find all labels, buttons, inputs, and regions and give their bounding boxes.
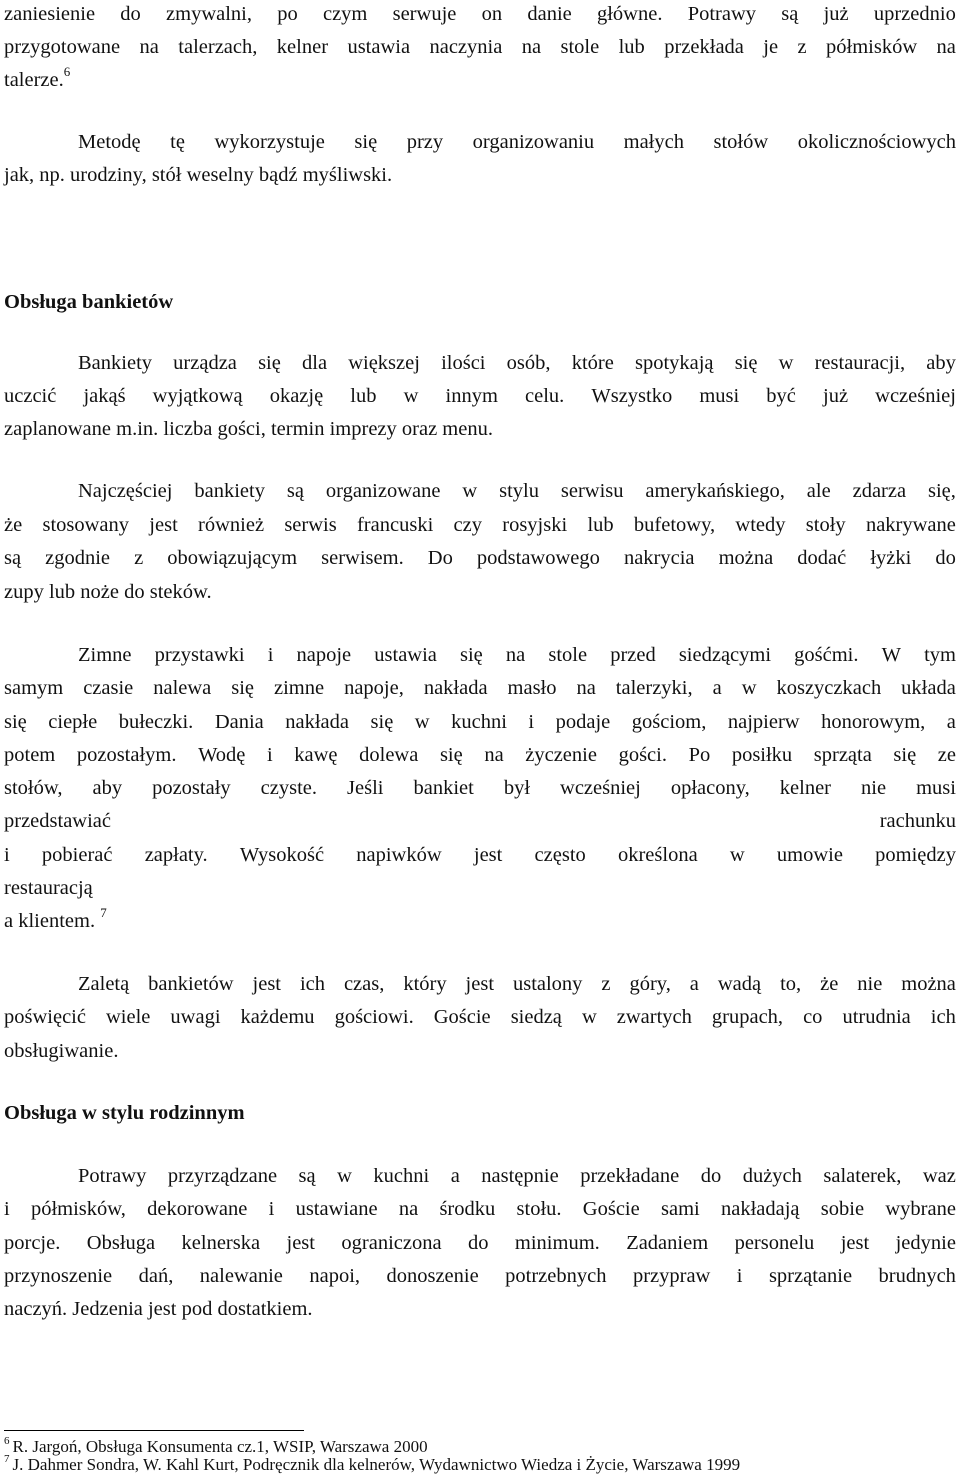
word: na (484, 744, 504, 766)
word: koszyczkach (776, 677, 882, 699)
word: przekłada (664, 36, 744, 58)
word: posiłku (731, 744, 793, 766)
word: zaniesienie (4, 3, 96, 25)
word: czasie (83, 677, 134, 699)
word: on (481, 3, 503, 25)
word: uczcić (4, 385, 57, 407)
word: bankiet (413, 777, 474, 799)
text-line (4, 676, 956, 700)
text-span: talerze. (4, 69, 64, 91)
word: i (4, 844, 10, 866)
word: sobie (820, 1198, 865, 1220)
word: w (741, 677, 757, 699)
text-line (4, 1005, 956, 1029)
text-line (4, 1197, 956, 1221)
word: w (403, 385, 419, 407)
text-line (4, 776, 956, 800)
word: gościowi. (334, 1006, 414, 1028)
word: przy (406, 131, 444, 153)
word: ze (937, 744, 956, 766)
word: są (298, 1165, 316, 1187)
word: Potrawy (78, 1165, 147, 1187)
word: każdemu (240, 1006, 315, 1028)
word: czym (322, 3, 368, 25)
word: honorowym, (821, 711, 926, 733)
word: ustawia (374, 644, 437, 666)
word: pobierać (41, 844, 113, 866)
word: ustalony (512, 973, 583, 995)
text-line (4, 710, 956, 734)
word: na (576, 677, 596, 699)
word: można (901, 973, 956, 995)
word: się (734, 352, 758, 374)
word: na (936, 36, 956, 58)
word: tym (924, 644, 956, 666)
word: półmisków, (30, 1198, 126, 1220)
word: Goście (582, 1198, 640, 1220)
word: porcje. (4, 1232, 61, 1254)
word: zdarza (852, 480, 907, 502)
word: można (718, 547, 774, 569)
footnote-ref-6[interactable]: 6 (63, 64, 71, 80)
text-line (4, 743, 956, 767)
word: łyżki (870, 547, 912, 569)
word: sprząta (813, 744, 872, 766)
word: francuski (356, 514, 434, 536)
word: obowiązującym (167, 547, 298, 569)
word: Najczęściej (78, 480, 173, 502)
word: nie (861, 777, 887, 799)
text-line (4, 809, 956, 833)
word: Zadaniem (626, 1232, 709, 1254)
word: ich (299, 973, 325, 995)
word: wyjątkową (152, 385, 243, 407)
word: się (370, 711, 394, 733)
word: napiwków (356, 844, 442, 866)
word: być (766, 385, 796, 407)
word: siedzącymi (678, 644, 772, 666)
word: się (354, 131, 378, 153)
word: że (820, 973, 839, 995)
word: salaterek, (823, 1165, 902, 1187)
word: i (736, 1265, 743, 1287)
word: rosyjski (502, 514, 568, 536)
word: tę (170, 131, 185, 153)
word: dekorowane (147, 1198, 248, 1220)
word: na (139, 36, 159, 58)
word: następnie (481, 1165, 559, 1187)
word: innym (445, 385, 498, 407)
word: serwuje (392, 3, 457, 25)
word: wybrane (885, 1198, 956, 1220)
word: większej (348, 352, 420, 374)
word: stołu. (516, 1198, 562, 1220)
word: musi (699, 385, 740, 407)
word: się, (928, 480, 956, 502)
word: a (450, 1165, 460, 1187)
word: serwis (284, 514, 337, 536)
word: i (268, 1198, 275, 1220)
word: celu. (525, 385, 565, 407)
word: gośćmi. (794, 644, 859, 666)
word: przyrządzane (167, 1165, 278, 1187)
word: układa (901, 677, 956, 699)
word: bankietów (148, 973, 234, 995)
word: kelnerska (181, 1232, 261, 1254)
word: bankiety (194, 480, 265, 502)
word: opłacony, (670, 777, 750, 799)
word: gości. (618, 744, 667, 766)
word: określona (617, 844, 698, 866)
word: bułeczki. (118, 711, 194, 733)
text-line (4, 1264, 956, 1288)
word: utrudnia (842, 1006, 911, 1028)
text-line: zupy lub noże do steków. (4, 581, 212, 603)
word: w (462, 480, 478, 502)
word: i (266, 744, 273, 766)
footnote-7 (4, 1455, 740, 1475)
word: Metodę (78, 131, 141, 153)
word: czas, (343, 973, 385, 995)
word: stole (560, 36, 600, 58)
word: nie (857, 973, 883, 995)
word: stole (548, 644, 588, 666)
word: zwartych (616, 1006, 692, 1028)
word: do (935, 547, 956, 569)
word: Zimne (78, 644, 132, 666)
word: wcześniej (560, 777, 641, 799)
word: wtedy (735, 514, 786, 536)
word: restauracji, (814, 352, 906, 374)
word: po (277, 3, 298, 25)
word: ich (930, 1006, 956, 1028)
word: już (823, 385, 849, 407)
word: wcześniej (875, 385, 956, 407)
word: stosowany (42, 514, 130, 536)
word: się (460, 644, 483, 666)
text-line: naczyń. Jedzenia jest pod dostatkiem. (4, 1298, 313, 1320)
word: samym (4, 677, 64, 699)
word: ograniczona (341, 1232, 442, 1254)
word: zimne (274, 677, 325, 699)
word: również (198, 514, 265, 536)
word: często (534, 844, 586, 866)
word: półmisków (826, 36, 918, 58)
text-span: rachunku (879, 810, 956, 832)
word: napoje, (344, 677, 404, 699)
text-line (78, 479, 956, 503)
word: grupach, (711, 1006, 784, 1028)
word: potrzebnych (505, 1265, 607, 1287)
word: środku (439, 1198, 496, 1220)
word: dolewa (359, 744, 419, 766)
word: organizowaniu (472, 131, 595, 153)
word: waz (922, 1165, 956, 1187)
word: stoły (805, 514, 846, 536)
word: lub (350, 385, 377, 407)
word: kawę (294, 744, 338, 766)
text-line (78, 643, 956, 667)
word: wiele (106, 1006, 151, 1028)
word: przygotowane (4, 36, 121, 58)
word: jest (840, 1232, 870, 1254)
text-line: jak, np. urodziny, stół weselny bądź myśliwski. (4, 164, 393, 186)
text-line (4, 2, 956, 26)
word: się (439, 744, 463, 766)
word: musi (916, 777, 956, 799)
word: Wysokość (239, 844, 325, 866)
word: napoje (296, 644, 352, 666)
word: czyste. (260, 777, 318, 799)
word: umowie (776, 844, 843, 866)
text-line (4, 546, 956, 570)
word: amerykańskiego, (645, 480, 785, 502)
word: jest (465, 973, 495, 995)
word: Zaletą (78, 973, 130, 995)
word: Wszystko (591, 385, 673, 407)
section-heading: Obsługa w stylu rodzinnym (4, 1102, 245, 1124)
text-line (4, 35, 956, 59)
text-line: obsługiwanie. (4, 1040, 119, 1062)
text-line (78, 130, 956, 154)
word: bufetowy, (633, 514, 716, 536)
text-span: przedstawiać (4, 810, 111, 832)
text-line (4, 64, 956, 92)
word: ustawia (347, 36, 411, 58)
word: w (729, 844, 745, 866)
word: się (231, 677, 255, 699)
word: Do (427, 547, 453, 569)
word: wykorzystuje (214, 131, 325, 153)
word: dań, (138, 1265, 174, 1287)
word: kuchni (373, 1165, 430, 1187)
word: do (467, 1232, 489, 1254)
word: życzenie (525, 744, 597, 766)
word: w (414, 711, 430, 733)
word: dużych (742, 1165, 802, 1187)
text-line (78, 972, 956, 996)
word: Bankiety (78, 352, 153, 374)
word: był (503, 777, 531, 799)
text-line (4, 1231, 956, 1255)
word: poświęcić (4, 1006, 86, 1028)
word: stołów (713, 131, 769, 153)
word: przypraw (632, 1265, 711, 1287)
word: sami (661, 1198, 700, 1220)
word: które (571, 352, 614, 374)
word: nakrywane (865, 514, 956, 536)
word: jest (252, 973, 281, 995)
section-heading: Obsługa bankietów (4, 291, 174, 313)
word: jedynie (895, 1232, 956, 1254)
word: w (581, 1006, 597, 1028)
word: okolicznościowych (797, 131, 956, 153)
word: do (700, 1165, 722, 1187)
word: przynoszenie (4, 1265, 113, 1287)
word: a (689, 973, 699, 995)
word: pomiędzy (875, 844, 956, 866)
word: Wodę (198, 744, 246, 766)
word: są (286, 480, 304, 502)
word: już (823, 3, 849, 25)
word: uwagi (170, 1006, 221, 1028)
word: Obsługa (86, 1232, 156, 1254)
word: podstawowego (476, 547, 600, 569)
word: najpierw (727, 711, 800, 733)
word: do (120, 3, 141, 25)
word: brudnych (878, 1265, 956, 1287)
word: dodać (797, 547, 847, 569)
word: talerzyki, (615, 677, 693, 699)
word: nakładają (720, 1198, 800, 1220)
word: na (521, 36, 542, 58)
word: jest (149, 514, 178, 536)
word: personelu (734, 1232, 815, 1254)
word: co (803, 1006, 823, 1028)
word: przed (610, 644, 656, 666)
footnote-6 (4, 1437, 428, 1457)
word: góry, (629, 973, 671, 995)
word: aby (926, 352, 956, 374)
word: ilości (441, 352, 486, 374)
text-line: restauracją (4, 877, 93, 899)
word: lub (618, 36, 645, 58)
text-line (78, 351, 956, 375)
word: pozostałym. (76, 744, 177, 766)
word: nakłada (285, 711, 350, 733)
word: nalewa (153, 677, 212, 699)
word: Jeśli (347, 777, 384, 799)
word: dla (302, 352, 328, 374)
word: spotykają (634, 352, 714, 374)
word: naczynia (429, 36, 503, 58)
word: okazję (269, 385, 324, 407)
word: nakłada (423, 677, 488, 699)
word: na (398, 1198, 419, 1220)
word: główne. (596, 3, 663, 25)
footnote-text: R. Jargoń, Obsługa Konsumenta cz.1, WSIP, Warszawa 2000 (12, 1437, 428, 1456)
word: danie (527, 3, 572, 25)
word: a (712, 677, 722, 699)
word: jakąś (83, 385, 126, 407)
word: osób, (506, 352, 551, 374)
word: kuchni (451, 711, 507, 733)
word: na (505, 644, 526, 666)
text-line (78, 1164, 956, 1188)
word: stołów, (4, 777, 63, 799)
word: kelner (779, 777, 832, 799)
word: w (337, 1165, 352, 1187)
word: zmywalni, (166, 3, 252, 25)
word: nalewanie (199, 1265, 283, 1287)
word: siedzą (510, 1006, 562, 1028)
text-line (4, 513, 956, 537)
word: Potrawy (687, 3, 757, 25)
word: zgodnie (45, 547, 111, 569)
word: urządza (173, 352, 237, 374)
word: małych (623, 131, 684, 153)
word: wadą (717, 973, 762, 995)
word: Goście (433, 1006, 491, 1028)
word: z (134, 547, 144, 569)
text-line (4, 843, 956, 867)
word: się (258, 352, 281, 374)
word: i (528, 711, 535, 733)
word: donoszenie (386, 1265, 479, 1287)
footnote-text: J. Dahmer Sondra, W. Kahl Kurt, Podręcznik dla kelnerów, Wydawnictwo Wiedza i Życie, Warszawa 1999 (12, 1455, 741, 1474)
text-span: a klientem. (4, 910, 96, 932)
word: w (778, 352, 794, 374)
word: talerzach, (178, 36, 258, 58)
word: że (4, 514, 23, 536)
word: masło (507, 677, 557, 699)
footnote-number: 6 (4, 1435, 10, 1448)
word: ciepłe (48, 711, 98, 733)
word: aby (92, 777, 123, 799)
word: serwisem. (321, 547, 404, 569)
text-line: zaplanowane m.in. liczba gości, termin imprezy oraz menu. (4, 418, 493, 440)
word: jest (286, 1232, 315, 1254)
word: kelner (276, 36, 329, 58)
word: nakrycia (623, 547, 695, 569)
word: są (4, 547, 22, 569)
word: który (403, 973, 447, 995)
word: Po (688, 744, 711, 766)
word: lub (587, 514, 614, 536)
footnote-number: 7 (4, 1453, 10, 1466)
word: z (601, 973, 611, 995)
word: się (893, 744, 917, 766)
word: to, (780, 973, 802, 995)
word: czy (453, 514, 482, 536)
footnote-divider (4, 1430, 304, 1431)
word: ale (806, 480, 831, 502)
word: ustawiane (295, 1198, 378, 1220)
word: zapłaty. (144, 844, 208, 866)
word: W (881, 644, 901, 666)
word: sprzątanie (768, 1265, 853, 1287)
footnote-ref-7[interactable]: 7 (100, 905, 107, 921)
word: przekładane (580, 1165, 680, 1187)
word: potem (4, 744, 56, 766)
word: podaje (555, 711, 611, 733)
word: stylu (499, 480, 539, 502)
word: się (4, 711, 27, 733)
word: Dania (214, 711, 264, 733)
text-line (4, 905, 956, 933)
word: organizowane (325, 480, 441, 502)
word: i (267, 644, 274, 666)
word: gościom, (631, 711, 707, 733)
word: serwisu (560, 480, 624, 502)
word: a (946, 711, 956, 733)
word: je (763, 36, 779, 58)
word: i (4, 1198, 10, 1220)
word: uprzednio (873, 3, 956, 25)
text-line (4, 384, 956, 408)
word: są (781, 3, 799, 25)
word: minimum. (514, 1232, 600, 1254)
word: jest (473, 844, 503, 866)
word: przystawki (154, 644, 245, 666)
word: z (797, 36, 807, 58)
word: napoi, (309, 1265, 361, 1287)
word: pozostały (152, 777, 231, 799)
